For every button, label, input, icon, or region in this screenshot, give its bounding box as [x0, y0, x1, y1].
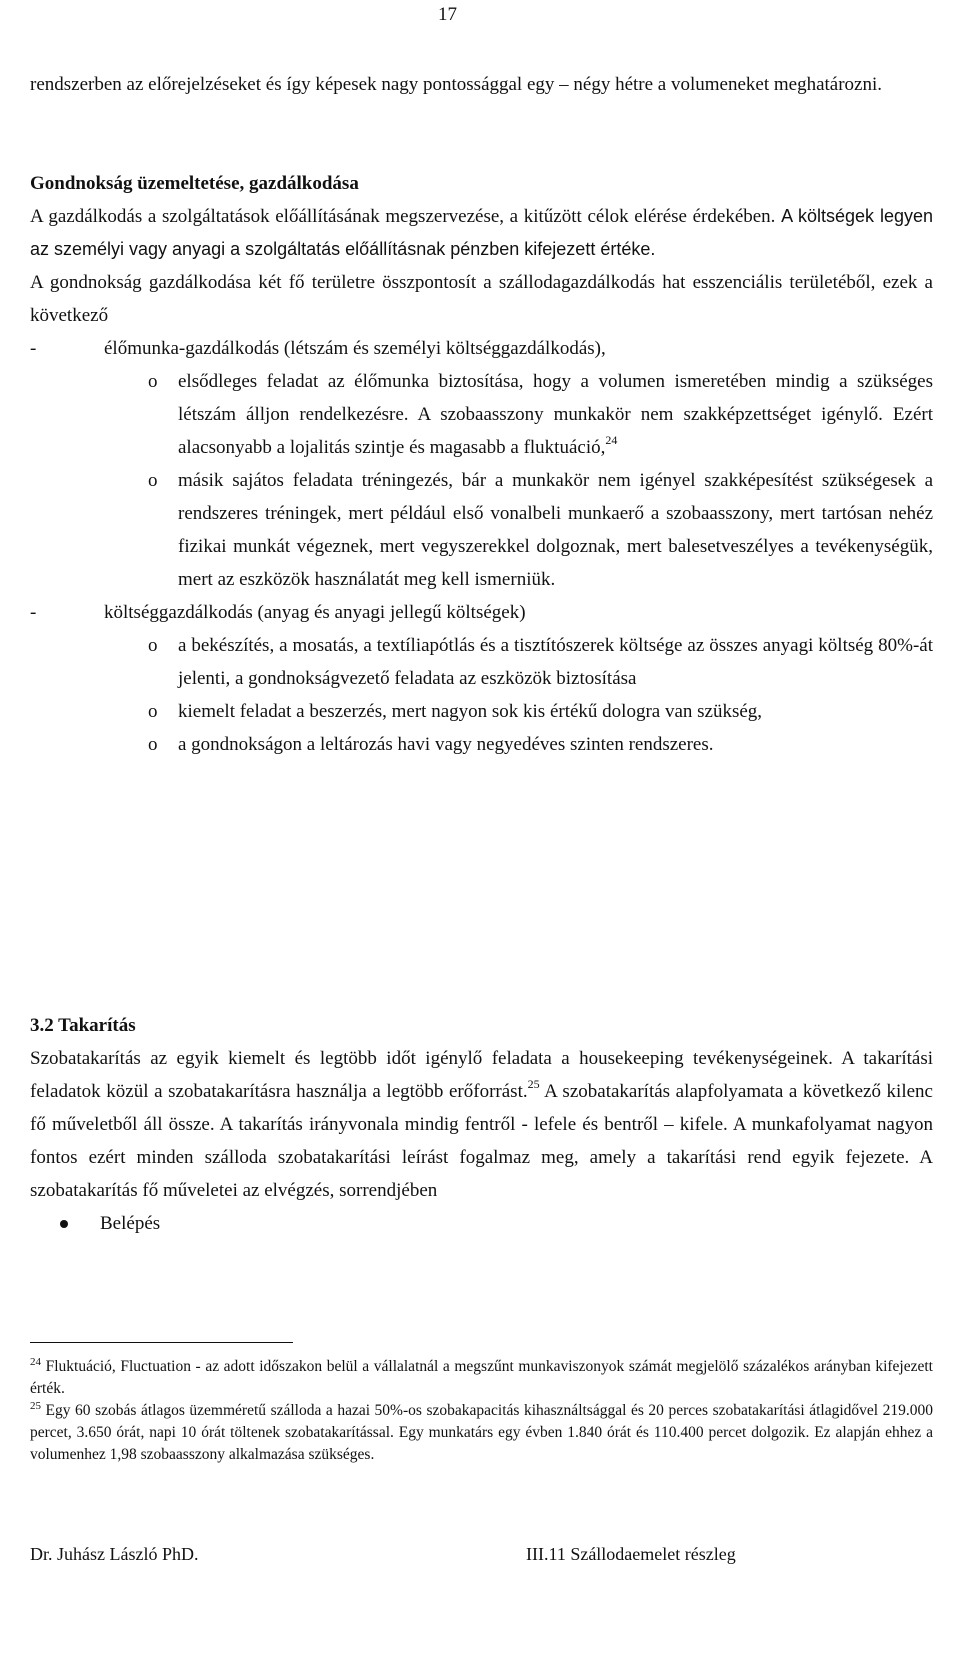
sub-list-item-text: másik sajátos feladata tréningezés, bár a munkakör nem igényel szakképesítést szükségesek a rendszeres tréningek, mert például első vonalbeli munkaerő a szobaasszony, mert tartósan nehéz fizikai munkát végeznek, mert vegyszerekkel dolgoznak, mert balesetveszélyes a tevékenységük, mert az eszközök használatát meg kell ismerniük. — [178, 470, 933, 590]
list-item — [30, 596, 933, 629]
paragraph: Szobatakarítás az egyik kiemelt és legtöbb időt igénylő feladata a housekeeping tevékenységeinek. A takarítási feladatok közül a szobatakarításra használja a legtöbb erőforrást.$^{25}$ A szobatakarítás alapfolyamata a következő kilenc fő műveletből áll össze. A takarítás irányvonala mindig fentről - lefele és bentről – kifele. A munkafolyamat nagyon fontos ezért minden szálloda szobatakarítási leírást fogalmaz meg, amely a takarítási rend egyik fejezete. A szobatakarítás fő műveletei az elvégzés, sorrendjében — [30, 1048, 933, 1201]
paragraph-text: A gazdálkodás a szolgáltatások előállításának megszervezése, a kitűzött célok elérése érdekében. — [30, 206, 776, 227]
sub-list-item — [148, 464, 933, 596]
list-item-label: költséggazdálkodás (anyag és anyagi jellegű költségek) — [104, 602, 526, 623]
sub-list-item — [148, 728, 933, 761]
footer-author: Dr. Juhász László PhD. — [30, 1544, 199, 1564]
o-bullet-icon: o — [148, 470, 158, 491]
o-bullet-icon: o — [148, 371, 158, 392]
sub-list-item-text: a bekészítés, a mosatás, a textíliapótlás és a tisztítószerek költsége az összes anyagi költség 80%-át jelenti, a gondnokságvezető feladata az eszközök biztosítása — [178, 635, 933, 689]
dash-marker: - — [30, 338, 37, 359]
intro-paragraph: rendszerben az előrejelzéseket és így képesek nagy pontossággal egy – négy hétre a volumeneket meghatározni. — [30, 74, 883, 95]
footnote-number: 24 — [30, 1356, 41, 1368]
sub-list-item — [148, 629, 933, 695]
page-number: 17 — [438, 4, 457, 25]
footnote-ref: 25 — [527, 1077, 540, 1091]
sub-list-item — [148, 365, 933, 464]
o-bullet-icon: o — [148, 734, 158, 755]
o-bullet-icon: o — [148, 701, 158, 722]
dash-marker: - — [30, 602, 37, 623]
sub-list-item-text: elsődleges feladat az élőmunka biztosítása, hogy a volumen ismeretében mindig a szükséges létszám álljon rendelkezésre. A szobaasszony munkakör nem szakképzettséget igénylő. Ezért alacsonyabb a lojalitás szintje és magasabb a fluktuáció,$^{24}$ — [178, 371, 933, 458]
footnote-number: 25 — [30, 1400, 41, 1412]
footnote-separator — [30, 1342, 293, 1343]
section-gondnoksag — [30, 167, 933, 761]
o-bullet-icon: o — [148, 635, 158, 656]
footnote: $^{24}$ Fluktuáció, Fluctuation - az adott időszakon belül a vállalatnál a megszűnt munkaviszonyok számát megjelölő százalékos arányban kifejezett érték. — [30, 1356, 933, 1397]
sub-list-item — [148, 695, 933, 728]
paragraph — [30, 200, 933, 266]
section-takaritas — [30, 1009, 933, 1240]
bullet-icon — [60, 1220, 68, 1228]
footer-title: III.11 Szállodaemelet részleg — [526, 1544, 736, 1564]
paragraph-text-sans: A költségek legyen az személyi vagy anyagi a szolgáltatás előállításnak pénzben kifejezett értéke. — [30, 206, 933, 259]
bullet-text: Belépés — [100, 1213, 161, 1234]
list-item-label: élőmunka-gazdálkodás (létszám és személyi költséggazdálkodás), — [104, 338, 606, 359]
section-heading: 3.2 Takarítás — [30, 1015, 136, 1036]
paragraph: A gondnokság gazdálkodása két fő területre összpontosít a szállodagazdálkodás hat esszenciális területéből, ezek a következő — [30, 272, 933, 326]
footnote-ref: 24 — [605, 433, 618, 447]
bullet-list-item — [60, 1207, 933, 1240]
sub-list-item-text: a gondnokságon a leltározás havi vagy negyedéves szinten rendszeres. — [178, 734, 714, 755]
footnote: $^{25}$ Egy 60 szobás átlagos üzemméretű szálloda a hazai 50%-os szobakapacitás kihasználtsággal és 20 perces szobatakarítási átlagidővel 219.000 percet, 3.650 órát, napi 10 órát töltenek szobatakarítással. Egy munkatárs egy évben 1.840 órát és 110.400 percet dolgozik. Ez alapján ehhez a volumenhez 1,98 szobaasszony alkalmazása szükséges. — [30, 1400, 934, 1463]
list-item — [30, 332, 933, 365]
sub-list-item-text: kiemelt feladat a beszerzés, mert nagyon sok kis értékű dologra van szükség, — [178, 701, 763, 722]
section-heading: Gondnokság üzemeltetése, gazdálkodása — [30, 173, 359, 194]
